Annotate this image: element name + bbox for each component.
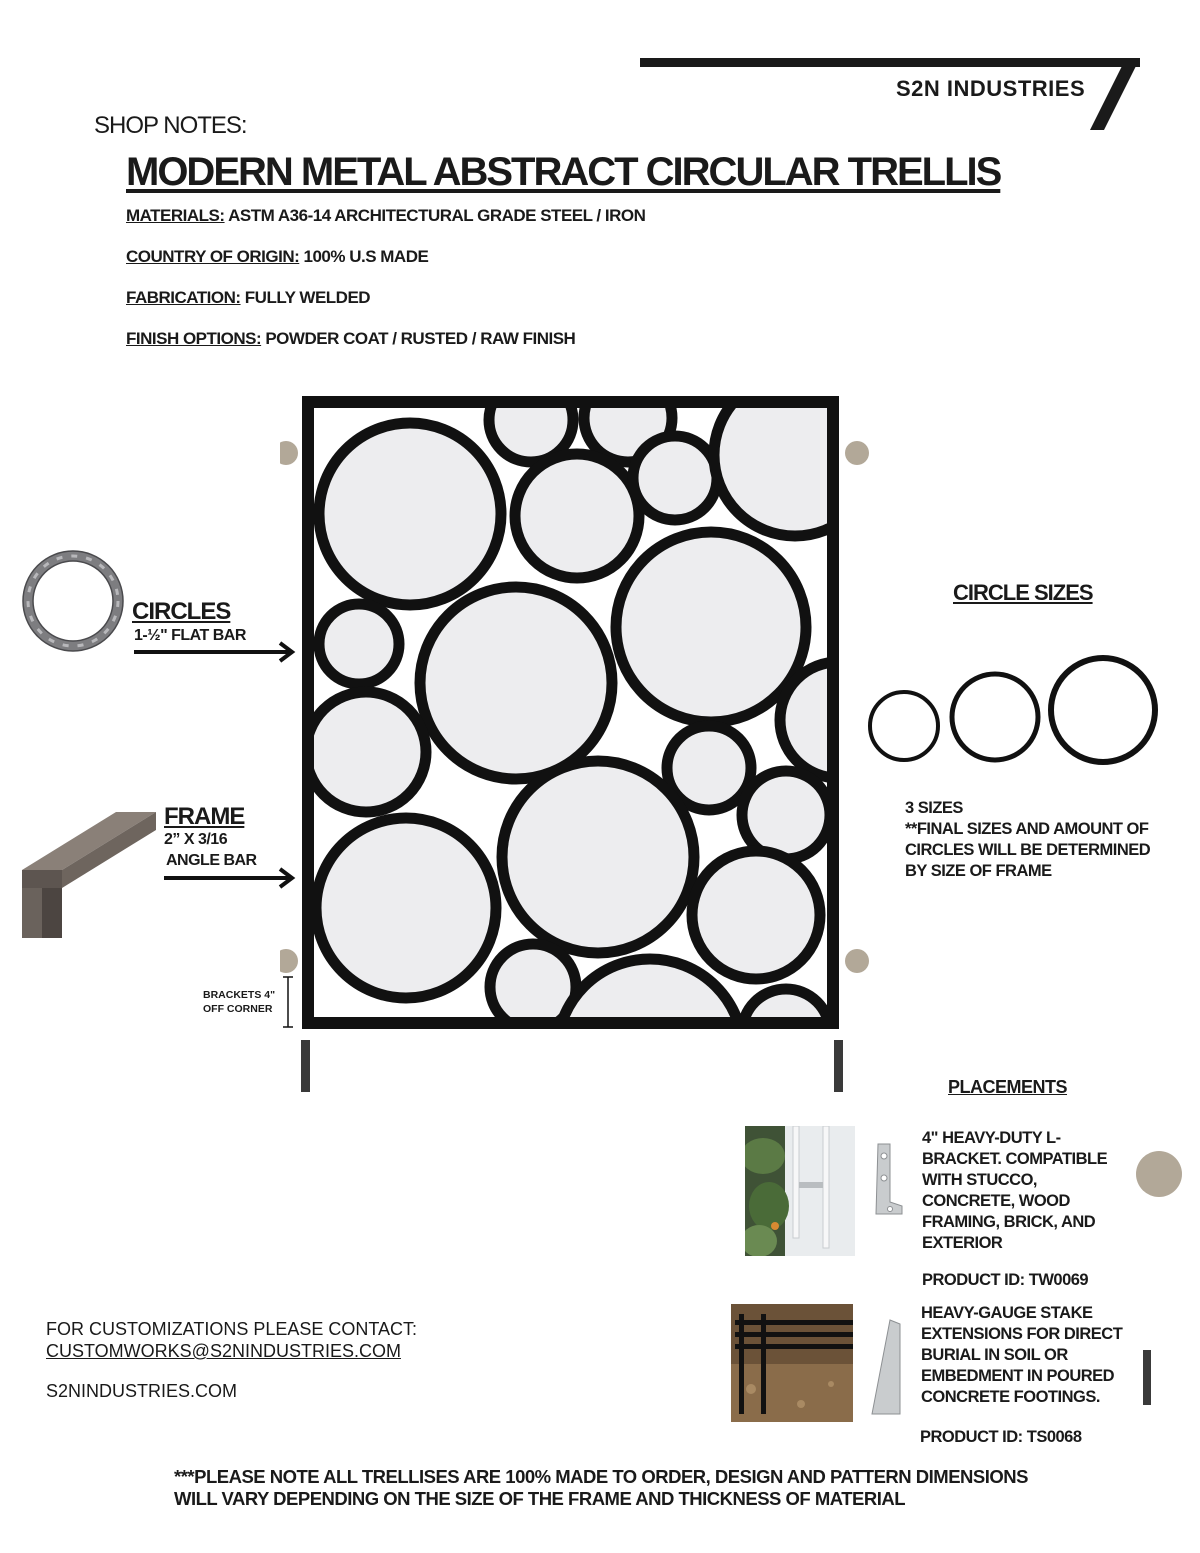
l-bracket-icon	[866, 1142, 906, 1222]
circle-sizes-line: CIRCLES WILL BE DETERMINED	[905, 841, 1151, 859]
size-medium-circle	[952, 674, 1038, 760]
stake-marker	[1143, 1350, 1151, 1405]
trellis-circle	[319, 423, 501, 605]
bracket-dot	[845, 441, 869, 465]
trellis-illustration	[280, 395, 880, 1095]
spec-value: POWDER COAT / RUSTED / RAW FINISH	[261, 329, 576, 348]
circles-desc: 1-½" FLAT BAR	[134, 627, 246, 644]
brackets-label-1: BRACKETS 4"	[203, 989, 276, 1001]
bracket-dot	[280, 441, 298, 465]
spec-key: COUNTRY OF ORIGIN:	[126, 247, 300, 266]
stake-line: EXTENSIONS FOR DIRECT	[921, 1325, 1123, 1343]
bracket-line: BRACKET. COMPATIBLE	[922, 1150, 1108, 1168]
spec-value: FULLY WELDED	[240, 288, 371, 307]
spec-materials	[126, 206, 645, 226]
circle-sizes-heading: CIRCLE SIZES	[953, 580, 1093, 605]
trellis-circle	[692, 851, 820, 979]
stake-icon	[868, 1318, 904, 1420]
stake-line: BURIAL IN SOIL OR	[921, 1346, 1068, 1364]
bracket-line: EXTERIOR	[922, 1234, 1003, 1252]
stake-line: EMBEDMENT IN POURED	[921, 1367, 1115, 1385]
website-link[interactable]: S2NINDUSTRIES.COM	[46, 1381, 238, 1401]
contact-line: FOR CUSTOMIZATIONS PLEASE CONTACT:	[46, 1319, 418, 1339]
stake-description	[921, 1303, 1122, 1408]
stake-line: CONCRETE FOOTINGS.	[921, 1388, 1100, 1406]
size-small-circle	[870, 692, 938, 760]
bracket-line: 4" HEAVY-DUTY L-	[922, 1129, 1061, 1147]
placements-heading: PLACEMENTS	[948, 1077, 1068, 1097]
spec-key: FINISH OPTIONS:	[126, 329, 262, 348]
stake-line: HEAVY-GAUGE STAKE	[921, 1304, 1093, 1322]
size-large-circle	[1051, 658, 1155, 762]
spec-key: FABRICATION:	[126, 288, 241, 307]
stake-product-id: PRODUCT ID: TS0068	[920, 1428, 1082, 1446]
spec-key: MATERIALS:	[126, 206, 225, 225]
page-title: MODERN METAL ABSTRACT CIRCULAR TRELLIS	[126, 150, 1001, 194]
spec-fabrication	[126, 288, 370, 308]
circles-title: CIRCLES	[132, 598, 231, 625]
footer-note	[174, 1466, 1114, 1510]
trellis-circle	[714, 395, 876, 536]
bracket-description	[922, 1128, 1107, 1254]
bracket-dot-marker	[1135, 1150, 1183, 1198]
brand-name: S2N INDUSTRIES	[896, 76, 1086, 101]
ring-photo-icon	[20, 548, 126, 654]
trellis-circle	[616, 532, 806, 722]
trellis-circle	[633, 436, 717, 520]
stakes	[301, 1040, 843, 1092]
circle-sizes-line: BY SIZE OF FRAME	[905, 862, 1052, 880]
circle-sizes-diagram	[862, 650, 1162, 770]
stake-install-photo	[731, 1304, 853, 1422]
stake-right	[834, 1040, 843, 1092]
trellis-circle	[319, 604, 399, 684]
frame-arrow-icon	[162, 866, 298, 890]
angle-bar-photo-icon	[20, 808, 160, 940]
brackets-label-2: OFF CORNER	[203, 1003, 273, 1015]
trellis-circle	[306, 692, 426, 812]
bracket-dot	[280, 949, 298, 973]
spec-value: ASTM A36-14 ARCHITECTURAL GRADE STEEL / IRON	[224, 206, 646, 225]
contact-email-link[interactable]: CUSTOMWORKS@S2NINDUSTRIES.COM	[46, 1341, 401, 1361]
footer-line: ***PLEASE NOTE ALL TRELLISES ARE 100% MADE TO ORDER, DESIGN AND PATTERN DIMENSIONS	[174, 1466, 1028, 1487]
bracket-install-photo	[745, 1126, 855, 1256]
brackets-dimension-icon	[280, 975, 296, 1029]
trellis-circles	[306, 395, 880, 1095]
bracket-product-id: PRODUCT ID: TW0069	[922, 1271, 1089, 1289]
contact-block	[46, 1318, 417, 1362]
stake-left	[301, 1040, 310, 1092]
spec-value: 100% U.S MADE	[299, 247, 429, 266]
spec-finish	[126, 329, 575, 349]
brand-slash-mark	[1086, 58, 1146, 130]
trellis-circle	[316, 818, 496, 998]
trellis-circle	[502, 761, 694, 953]
spec-origin	[126, 247, 428, 267]
frame-title: FRAME	[164, 803, 245, 830]
shop-notes-label: SHOP NOTES:	[94, 112, 247, 139]
trellis-circle	[420, 587, 612, 779]
frame-desc-2: ANGLE BAR	[166, 852, 257, 869]
frame-desc-1: 2” X 3/16	[164, 831, 228, 848]
trellis-circle	[515, 454, 639, 578]
brand-bar	[640, 58, 1140, 67]
footer-line: WILL VARY DEPENDING ON THE SIZE OF THE FRAME AND THICKNESS OF MATERIAL	[174, 1488, 906, 1509]
bracket-line: CONCRETE, WOOD	[922, 1192, 1070, 1210]
circle-sizes-line: **FINAL SIZES AND AMOUNT OF	[905, 820, 1149, 838]
circle-sizes-line: 3 SIZES	[905, 799, 963, 817]
bracket-line: WITH STUCCO,	[922, 1171, 1037, 1189]
bracket-line: FRAMING, BRICK, AND	[922, 1213, 1096, 1231]
circle-sizes-note	[905, 798, 1150, 882]
circles-arrow-icon	[132, 640, 298, 664]
trellis-circle	[742, 989, 830, 1077]
bracket-dot	[845, 949, 869, 973]
